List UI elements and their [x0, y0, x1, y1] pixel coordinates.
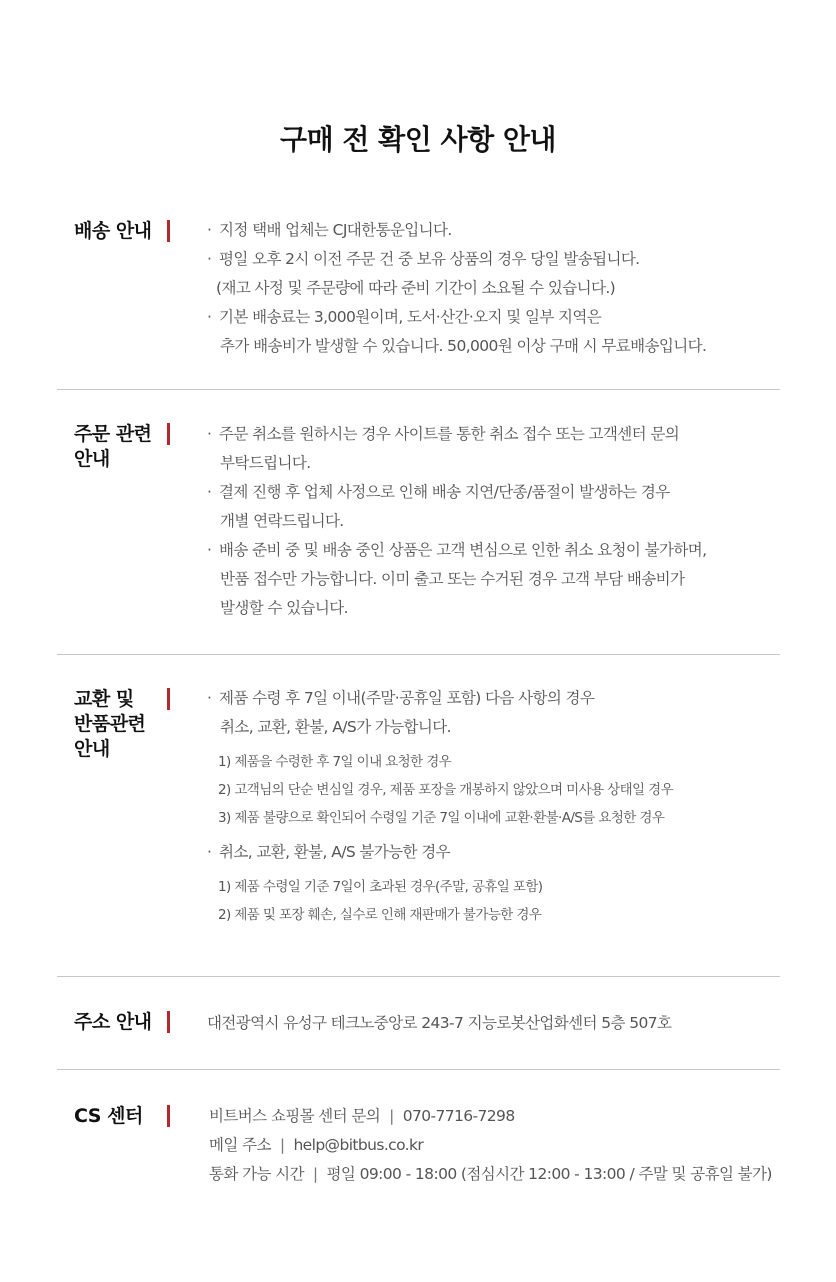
page-title: 구매 전 확인 사항 안내: [280, 123, 556, 156]
order-accent-bar: [167, 423, 170, 445]
cs-email-label: 메일 주소: [209, 1136, 271, 1154]
cs-hours-label: 통화 가능 시간: [209, 1165, 304, 1183]
list-item: 1) 제품 수령일 기준 7일이 초과된 경우(주말, 공휴일 포함): [218, 879, 543, 895]
exchange-possible: 취소, 교환, 환불, A/S가 가능합니다.: [220, 718, 451, 736]
exchange-label: 교환 및 반품관련 안내: [74, 688, 146, 760]
order-item: · 주문 취소를 원하시는 경우 사이트를 통한 취소 접수 또는 고객센터 문의: [207, 425, 680, 443]
cs-accent-bar: [167, 1105, 170, 1127]
order-item: 반품 접수만 가능합니다. 이미 출고 또는 수거된 경우 고객 부담 배송비가: [220, 570, 685, 588]
cs-email-row: 메일 주소 | help@bitbus.co.kr: [209, 1136, 424, 1154]
shipping-item: (재고 사정 및 주문량에 따라 준비 기간이 소요될 수 있습니다.): [216, 279, 616, 297]
shipping-item: · 평일 오후 2시 이전 주문 건 중 보유 상품의 경우 당일 발송됩니다.: [207, 250, 640, 268]
exchange-accent-bar: [167, 688, 170, 710]
cs-phone-label: 비트버스 쇼핑몰 센터 문의: [209, 1107, 381, 1125]
shipping-item: · 지정 택배 업체는 CJ대한통운입니다.: [207, 221, 452, 239]
order-item: · 배송 준비 중 및 배송 중인 상품은 고객 변심으로 인한 취소 요청이 불가하며,: [207, 541, 707, 559]
divider: [57, 389, 780, 390]
cs-hours-value: 평일 09:00 - 18:00 (점심시간 12:00 - 13:00 / 주말 및 공휴일 불가): [326, 1165, 772, 1183]
cs-phone-value: 070-7716-7298: [402, 1107, 515, 1125]
order-item: 부탁드립니다.: [220, 454, 311, 472]
cs-hours-row: 통화 가능 시간 | 평일 09:00 - 18:00 (점심시간 12:00 - 13:00 / 주말 및 공휴일 불가): [209, 1165, 772, 1183]
address-accent-bar: [167, 1011, 170, 1033]
address-label: 주소 안내: [74, 1011, 152, 1033]
impossible-list: [207, 873, 782, 929]
list-item: 2) 제품 및 포장 훼손, 실수로 인해 재판매가 불가능한 경우: [218, 907, 542, 923]
list-item: 3) 제품 불량으로 확인되어 수령일 기준 7일 이내에 교환·환불·A/S를 요청한 경우: [218, 810, 665, 826]
order-item: 개별 연락드립니다.: [220, 512, 344, 530]
cs-label: CS 센터: [74, 1105, 143, 1127]
divider: [57, 976, 780, 977]
order-body: [207, 420, 782, 623]
divider: [57, 654, 780, 655]
cs-phone-row: 비트버스 쇼핑몰 센터 문의 | 070-7716-7298: [209, 1107, 515, 1125]
divider: [57, 1069, 780, 1070]
order-label: 주문 관련 안내: [74, 423, 152, 470]
shipping-label: 배송 안내: [74, 220, 152, 242]
exchange-body: [207, 684, 782, 935]
list-item: 1) 제품을 수령한 후 7일 이내 요청한 경우: [218, 754, 452, 770]
possible-list: [207, 748, 782, 832]
order-item: · 결제 진행 후 업체 사정으로 인해 배송 지연/단종/품절이 발생하는 경우: [207, 483, 670, 501]
list-item: 2) 고객님의 단순 변심일 경우, 제품 포장을 개봉하지 않았으며 미사용 상태일 경우: [218, 782, 674, 798]
exchange-possible: · 제품 수령 후 7일 이내(주말·공휴일 포함) 다음 사항의 경우: [207, 689, 595, 707]
shipping-body: [207, 216, 782, 361]
shipping-item: 추가 배송비가 발생할 수 있습니다. 50,000원 이상 구매 시 무료배송입니다.: [220, 337, 707, 355]
shipping-accent-bar: [167, 220, 170, 242]
cs-email-value: help@bitbus.co.kr: [293, 1136, 424, 1154]
order-item: 발생할 수 있습니다.: [220, 599, 348, 617]
address-text: 대전광역시 유성구 테크노중앙로 243-7 지능로봇산업화센터 5층 507호: [207, 1014, 672, 1032]
exchange-impossible: · 취소, 교환, 환불, A/S 불가능한 경우: [207, 843, 450, 861]
shipping-item: · 기본 배송료는 3,000원이며, 도서·산간·오지 및 일부 지역은: [207, 308, 602, 326]
address-body: [207, 1009, 782, 1038]
cs-body: [209, 1102, 784, 1189]
